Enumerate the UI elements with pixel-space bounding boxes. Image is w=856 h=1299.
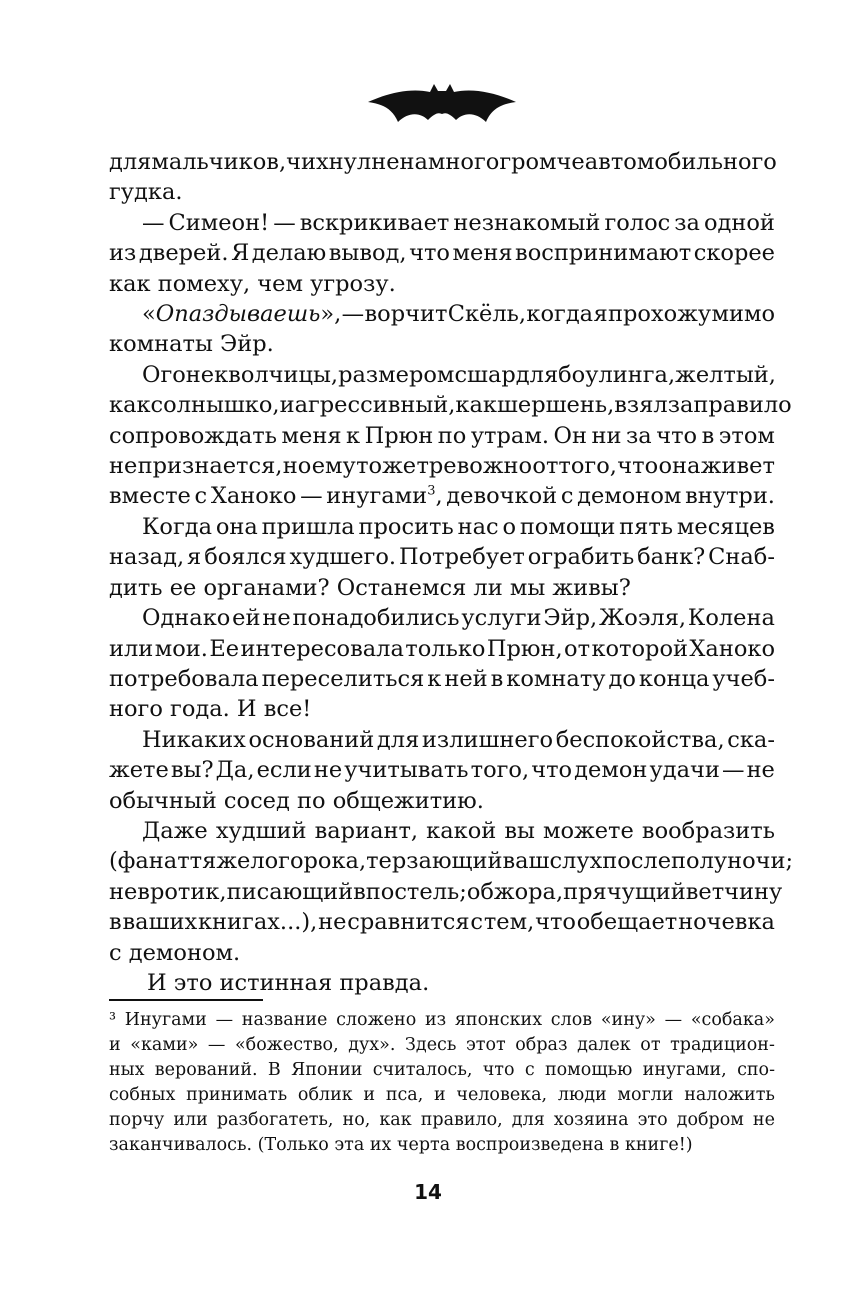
text-line: сопровождать меня к Прюн по утрам. Он ни за что в этом [109, 422, 775, 449]
text-line: комнаты Эйр. [109, 331, 274, 358]
text-line: жете вы? Да, если не учитывать того, что демон удачи — не [109, 757, 775, 784]
text-line: или мои. Ее интересовала только Прюн, от которой Ханоко [109, 635, 775, 662]
emphasis: Опаздываешь [155, 301, 321, 328]
text-line: дить ее органами? Останемся ли мы живы? [109, 574, 631, 601]
bat-icon [368, 82, 516, 128]
footnote-line: ных верований. В Японии считалось, что с помощью инугами, спо- [109, 1060, 775, 1080]
text-line: как помеху, чем угрозу. [109, 270, 396, 297]
text-line: И это истинная правда. [147, 969, 430, 996]
text-line: Однако ей не понадобились услуги Эйр, Жоэля, Колена [142, 605, 775, 632]
text-line: обычный сосед по общежитию. [109, 787, 484, 814]
text-line: потребовала переселиться к ней в комнату до конца учеб- [109, 665, 775, 692]
footnote-line: заканчивалось. (Только эта их черта воспроизведена в книге!) [109, 1135, 693, 1155]
text-line: вместе с Ханоко — инугами$^3$, девочкой с демоном внутри. [109, 483, 775, 510]
footnote-divider [109, 999, 263, 1001]
footnote-line: и «ками» — «божество, дух». Здесь этот образ далек от традицион- [109, 1035, 775, 1055]
page-number: 14 [414, 1180, 442, 1204]
footnote-line: ³ Инугами — название сложено из японских слов «ину» — «собака» [109, 1010, 775, 1030]
text-line: Никаких оснований для излишнего беспокойства, ска- [142, 726, 775, 753]
text-line: ного года. И все! [109, 696, 312, 723]
footnote-ref[interactable]: 3 [427, 483, 436, 499]
text-line: с демоном. [109, 939, 241, 966]
footnotes [109, 1008, 775, 1158]
text-line: (фанат тяжелого рока, терзающий ваш слух после полуночи; [109, 848, 794, 875]
footnote-line: собных принимать облик и пса, и человека, люди могли наложить [109, 1085, 775, 1105]
text-line: как солнышко, и агрессивный, как шершень, взял за правило [109, 392, 792, 419]
text-line: для мальчиков, чихнул не намного громче автомобильного [109, 149, 777, 175]
text-line: назад, я боялся худшего. Потребует ограбить банк? Снаб- [109, 544, 775, 571]
text-line: не признается, но ему тоже тревожно оттого, что она живет [109, 453, 775, 480]
text-line: Огонек волчицы, размером с шар для боулинга, желтый, [142, 361, 776, 388]
text-line: в ваших книгах...), не сравнится с тем, что обещает ночевка [109, 909, 775, 936]
text-line: Когда она пришла просить нас о помощи пять месяцев [142, 513, 775, 540]
text-line: «Опаздываешь», — ворчит Скёль, когда я прохожу мимо [142, 301, 775, 328]
text-line: гудка. [109, 179, 183, 206]
text-line: невротик, писающий в постель; обжора, прячущий ветчину [109, 878, 783, 905]
main-text [109, 147, 794, 998]
text-line: — Симеон! — вскрикивает незнакомый голос за одной [142, 209, 775, 236]
text-line: Даже худший вариант, какой вы можете вообразить [142, 817, 775, 844]
footnote-line: порчу или разбогатеть, но, как правило, для хозяина это добром не [109, 1110, 775, 1130]
text-line: из дверей. Я делаю вывод, что меня воспринимают скорее [109, 240, 775, 267]
